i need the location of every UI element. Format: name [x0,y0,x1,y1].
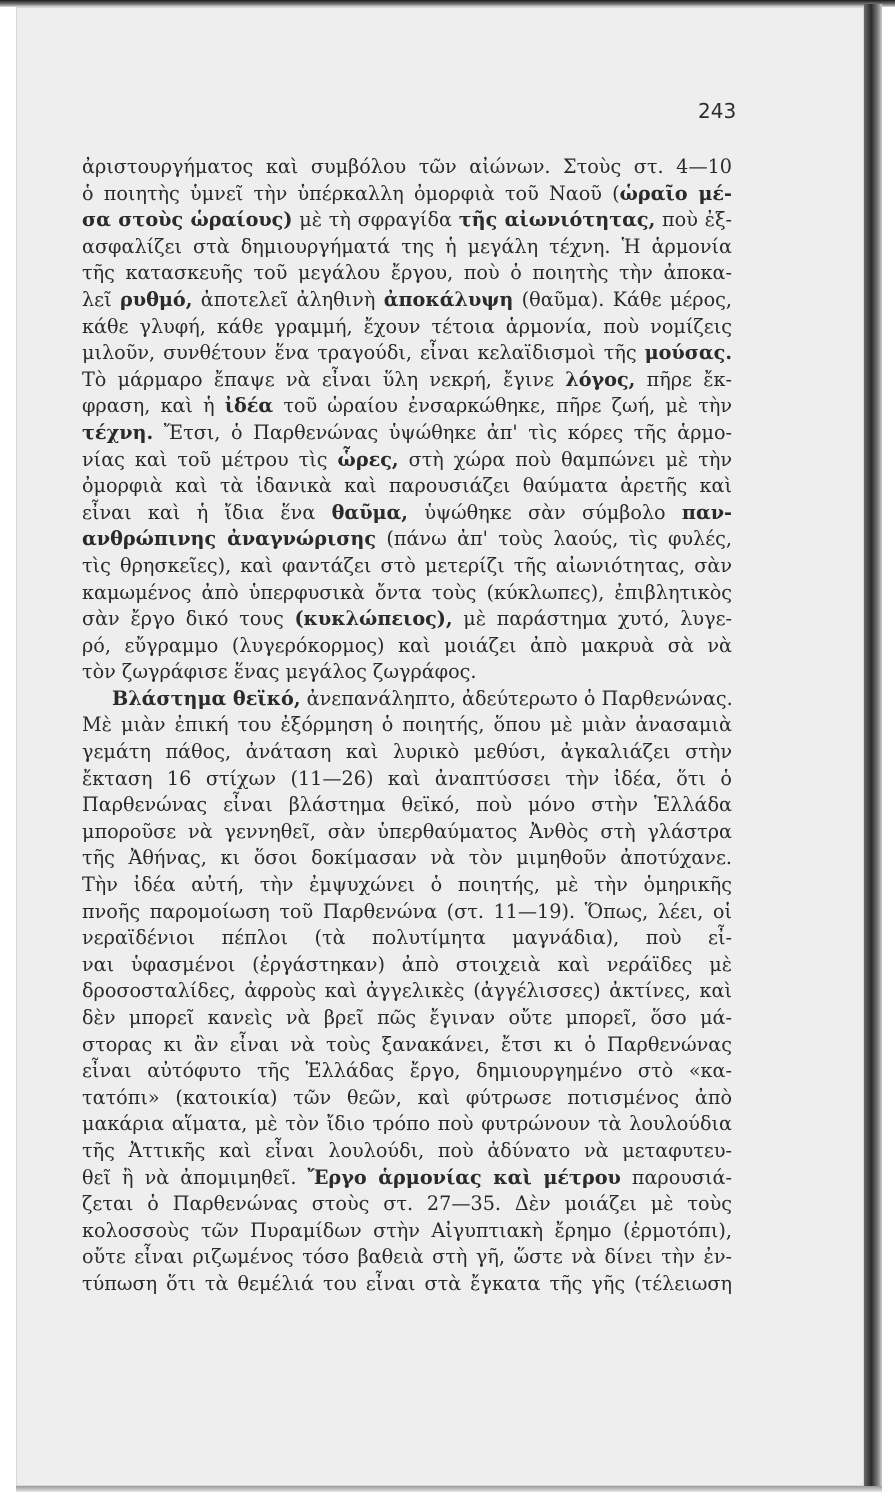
text-line [82,1085,732,1112]
text-segment: μιλοῦν, συνθέτουν ἕνα τραγούδι, εἶναι κελαϊδισμοὶ τῆς [82,341,645,365]
text-line [82,739,732,766]
text-segment: ἀριστουργήματος καὶ συμβόλου τῶν αἰώνων. Στοὺς στ. 4—10 [82,155,732,178]
text-segment: οὔτε εἶναι ριζωμένος τόσο βαθειὰ στὴ γῆ, ὥστε νὰ δίνει τὴν ἐν- [82,1245,732,1269]
text-line [82,978,732,1005]
text-line [82,1005,732,1032]
text-segment: στορας κι ἂν εἶναι νὰ τοὺς ξανακάνει, ἔτσι κι ὁ Παρθενώνας [82,1032,732,1056]
text-segment: Τὴν ἰδέα αὐτή, τὴν ἐμψυχώνει ὁ ποιητής, μὲ τὴν ὁμηρικῆς [82,873,732,897]
text-segment: τοῦ ὡραίου ἐνσαρκώθηκε, πῆρε ζωή, μὲ τὴν [273,394,732,418]
text-segment: λεῖ [82,287,121,311]
text-line [82,500,732,527]
text-segment: γεμάτη πάθος, ἀνάταση καὶ λυρικὸ μεθύσι, ἀγκαλιάζει στὴν [82,740,732,764]
text-line [82,181,732,208]
bold-text-segment: παν- [681,500,732,524]
text-segment: μακάρια αἵματα, μὲ τὸν ἴδιο τρόπο ποὺ φυτρώνουν τὰ λουλούδια [82,1112,732,1136]
text-line [82,367,732,394]
text-line [82,420,732,447]
page-number: 243 [698,99,737,123]
bold-text-segment: ανθρώπινης ἀναγνώρισης [82,527,377,551]
text-segment: πνοῆς παρομοίωση τοῦ Παρθενώνα (στ. 11—19). Ὅπως, λέει, οἱ [82,899,732,923]
text-segment: πῆρε ἔκ- [635,367,732,391]
scan-binding-edge [864,4,882,1490]
text-segment: Μὲ μιὰν ἐπική του ἐξόρμηση ὁ ποιητής, ὅπου μὲ μιὰν ἀνασαμιὰ [82,713,732,737]
scan-top-edge [0,0,895,7]
text-segment: δὲν μπορεῖ κανεὶς νὰ βρεῖ πῶς ἔγιναν οὔτε μπορεῖ, ὅσο μά- [82,1006,732,1029]
text-line [82,393,732,420]
text-line [82,154,732,181]
text-line [82,1218,732,1245]
text-line [82,287,732,314]
text-line [82,1165,732,1192]
text-segment: ὁ ποιητὴς ὑμνεῖ τὴν ὑπέρκαλλη ὀμορφιὰ τοῦ Ναοῦ ( [82,181,620,205]
bold-text-segment: ρυθμό, [120,287,193,311]
text-segment: τῆς Ἀττικῆς καὶ εἶναι λουλούδι, ποὺ ἀδύνατο νὰ μεταφυτευ- [82,1138,732,1162]
text-segment: τὶς θρησκεῖες), καὶ φαντάζει στὸ μετερίζι τῆς αἰωνιότητας, σὰν [82,553,732,577]
bold-text-segment: ὧρες, [337,447,399,471]
bold-text-segment: τέχνη. [82,420,154,444]
text-segment: τὸν ζωγράφισε ἕνας μεγάλος ζωγράφος. [82,660,477,684]
text-segment: κολοσσοὺς τῶν Πυραμίδων στὴν Αἰγυπτιακὴ ἔρημο (ἐρμοτόπι), [82,1218,732,1242]
text-segment: ἔκταση 16 στίχων (11—26) καὶ ἀναπτύσσει τὴν ἰδέα, ὅτι ὁ [82,766,732,790]
text-segment: δροσοσταλίδες, ἀφροὺς καὶ ἀγγελικὲς (ἀγγέλισσες) ἀκτίνες, καὶ [82,979,732,1003]
bold-text-segment: μούσας. [644,341,732,365]
text-segment: νίας καὶ τοῦ μέτρου τὶς [82,447,338,471]
text-line [82,925,732,952]
text-line [82,1058,732,1085]
text-segment: Τὸ μάρμαρο ἔπαψε νὰ εἶναι ὕλη νεκρή, ἔγινε [82,367,566,391]
bold-text-segment: Βλάστημα θεϊκό, [112,686,301,710]
scan-bottom-edge [16,1486,882,1492]
text-segment: φραση, καὶ ἡ [82,394,225,418]
text-line [82,314,732,341]
text-line [82,819,732,846]
text-line [82,447,732,474]
text-segment: ἀνεπανάληπτο, ἀδεύτερωτο ὁ Παρθενώνας. [300,686,733,710]
bold-text-segment: ὡραῖο μέ- [619,181,733,205]
bold-text-segment: ἀποκάλυψη [383,287,514,311]
text-line [82,340,732,367]
text-line [82,553,732,580]
text-segment: ἀποτελεῖ ἀληθινὴ [192,287,384,311]
text-line [82,659,732,686]
text-line [82,845,732,872]
text-line [82,792,732,819]
text-segment: ποὺ ἐξ- [655,208,733,232]
text-segment: (θαῦμα). Κάθε μέρος, [513,287,732,311]
bold-text-segment: τῆς αἰωνιότητας, [458,208,656,232]
bold-text-segment: (κυκλώπειος), [294,607,453,631]
text-segment: Ἔτσι, ὁ Παρθενώνας ὑψώθηκε ἀπ' τὶς κόρες τῆς ἁρμο- [153,420,732,444]
text-line [82,1111,732,1138]
text-segment: Παρθενώνας εἶναι βλάστημα θεϊκό, ποὺ μόνο στὴν Ἑλλάδα [82,793,732,817]
text-segment: παρουσιά- [620,1165,732,1189]
text-segment: ρό, εὔγραμμο (λυγερόκορμος) καὶ μοιάζει ἀπὸ μακρυὰ σὰ νὰ [82,633,732,657]
text-segment: τύπωση ὅτι τὰ θεμέλιά του εἶναι στὰ ἔγκατα τῆς γῆς (τέλειωση [82,1271,732,1295]
text-line [82,606,732,633]
text-line [82,712,732,739]
text-line [82,686,732,713]
text-line [82,260,732,287]
text-segment: εἶναι καὶ ἡ ἴδια ἕνα [82,500,332,524]
text-line [82,580,732,607]
text-segment: κάθε γλυφή, κάθε γραμμή, ἔχουν τέτοια ἁρμονία, ποὺ νομίζεις [82,314,732,338]
text-line [82,1138,732,1165]
text-segment: μποροῦσε νὰ γεννηθεῖ, σὰν ὑπερθαύματος Ἀνθὸς στὴ γλάστρα [82,819,732,843]
text-segment: ὀμορφιὰ καὶ τὰ ἰδανικὰ καὶ παρουσιάζει θαύματα ἀρετῆς καὶ [82,474,732,498]
text-segment: μὲ παράστημα χυτό, λυγε- [452,607,732,631]
body-text [82,154,732,1298]
text-line [82,1032,732,1059]
text-segment: μὲ τὴ σφραγίδα [292,208,459,232]
text-line [82,473,732,500]
text-segment: τῆς Ἀθήνας, κι ὅσοι δοκίμασαν νὰ τὸν μιμηθοῦν ἀποτύχανε. [82,846,732,870]
text-line [82,952,732,979]
text-line [82,1191,732,1218]
bold-text-segment: σα στοὺς ὡραίους) [82,208,293,232]
bold-text-segment: Ἔργο ἁρμονίας καὶ μέτρου [307,1165,621,1189]
text-segment: εἶναι αὐτόφυτο τῆς Ἑλλάδας ἔργο, δημιουργημένο στὸ «κα- [82,1059,732,1083]
text-line [82,899,732,926]
text-segment: καμωμένος ἀπὸ ὑπερφυσικὰ ὄντα τοὺς (κύκλωπες), ἐπιβλητικὸς [82,580,732,604]
text-line [82,1244,732,1271]
text-segment: τατόπι» (κατοικία) τῶν θεῶν, καὶ φύτρωσε ποτισμένος ἀπὸ [82,1085,732,1109]
text-segment: ζεται ὁ Παρθενώνας στοὺς στ. 27—35. Δὲν μοιάζει μὲ τοὺς [82,1192,732,1216]
text-line [82,526,732,553]
text-line [82,766,732,793]
text-segment: σὰν ἔργο δικό τους [82,607,295,631]
bold-text-segment: θαῦμα, [331,500,408,524]
text-line [82,633,732,660]
text-segment: (πάνω ἀπ' τοὺς λαούς, τὶς φυλές, [376,527,732,551]
text-segment: ὑψώθηκε σὰν σύμβολο [408,500,682,524]
text-segment: ασφαλίζει στὰ δημιουργήματά της ἡ μεγάλη τέχνη. Ἡ ἁρμονία [82,234,732,258]
bold-text-segment: λόγος, [565,367,636,391]
text-segment: νεραϊδένιοι πέπλοι (τὰ πολυτίμητα μαγνάδια), ποὺ εἶ- [82,926,732,950]
text-line [82,234,732,261]
text-segment: θεῖ ἢ νὰ ἀπομιμηθεῖ. [82,1165,308,1189]
text-segment: ναι ὑφασμένοι (ἐργάστηκαν) ἀπὸ στοιχειὰ καὶ νεράϊδες μὲ [82,952,732,976]
bold-text-segment: ἰδέα [224,394,274,418]
text-line [82,1271,732,1298]
text-line [82,872,732,899]
text-segment: στὴ χώρα ποὺ θαμπώνει μὲ τὴν [398,447,732,471]
text-line [82,207,732,234]
text-segment: τῆς κατασκευῆς τοῦ μεγάλου ἔργου, ποὺ ὁ ποιητὴς τὴν ἀποκα- [82,261,732,285]
